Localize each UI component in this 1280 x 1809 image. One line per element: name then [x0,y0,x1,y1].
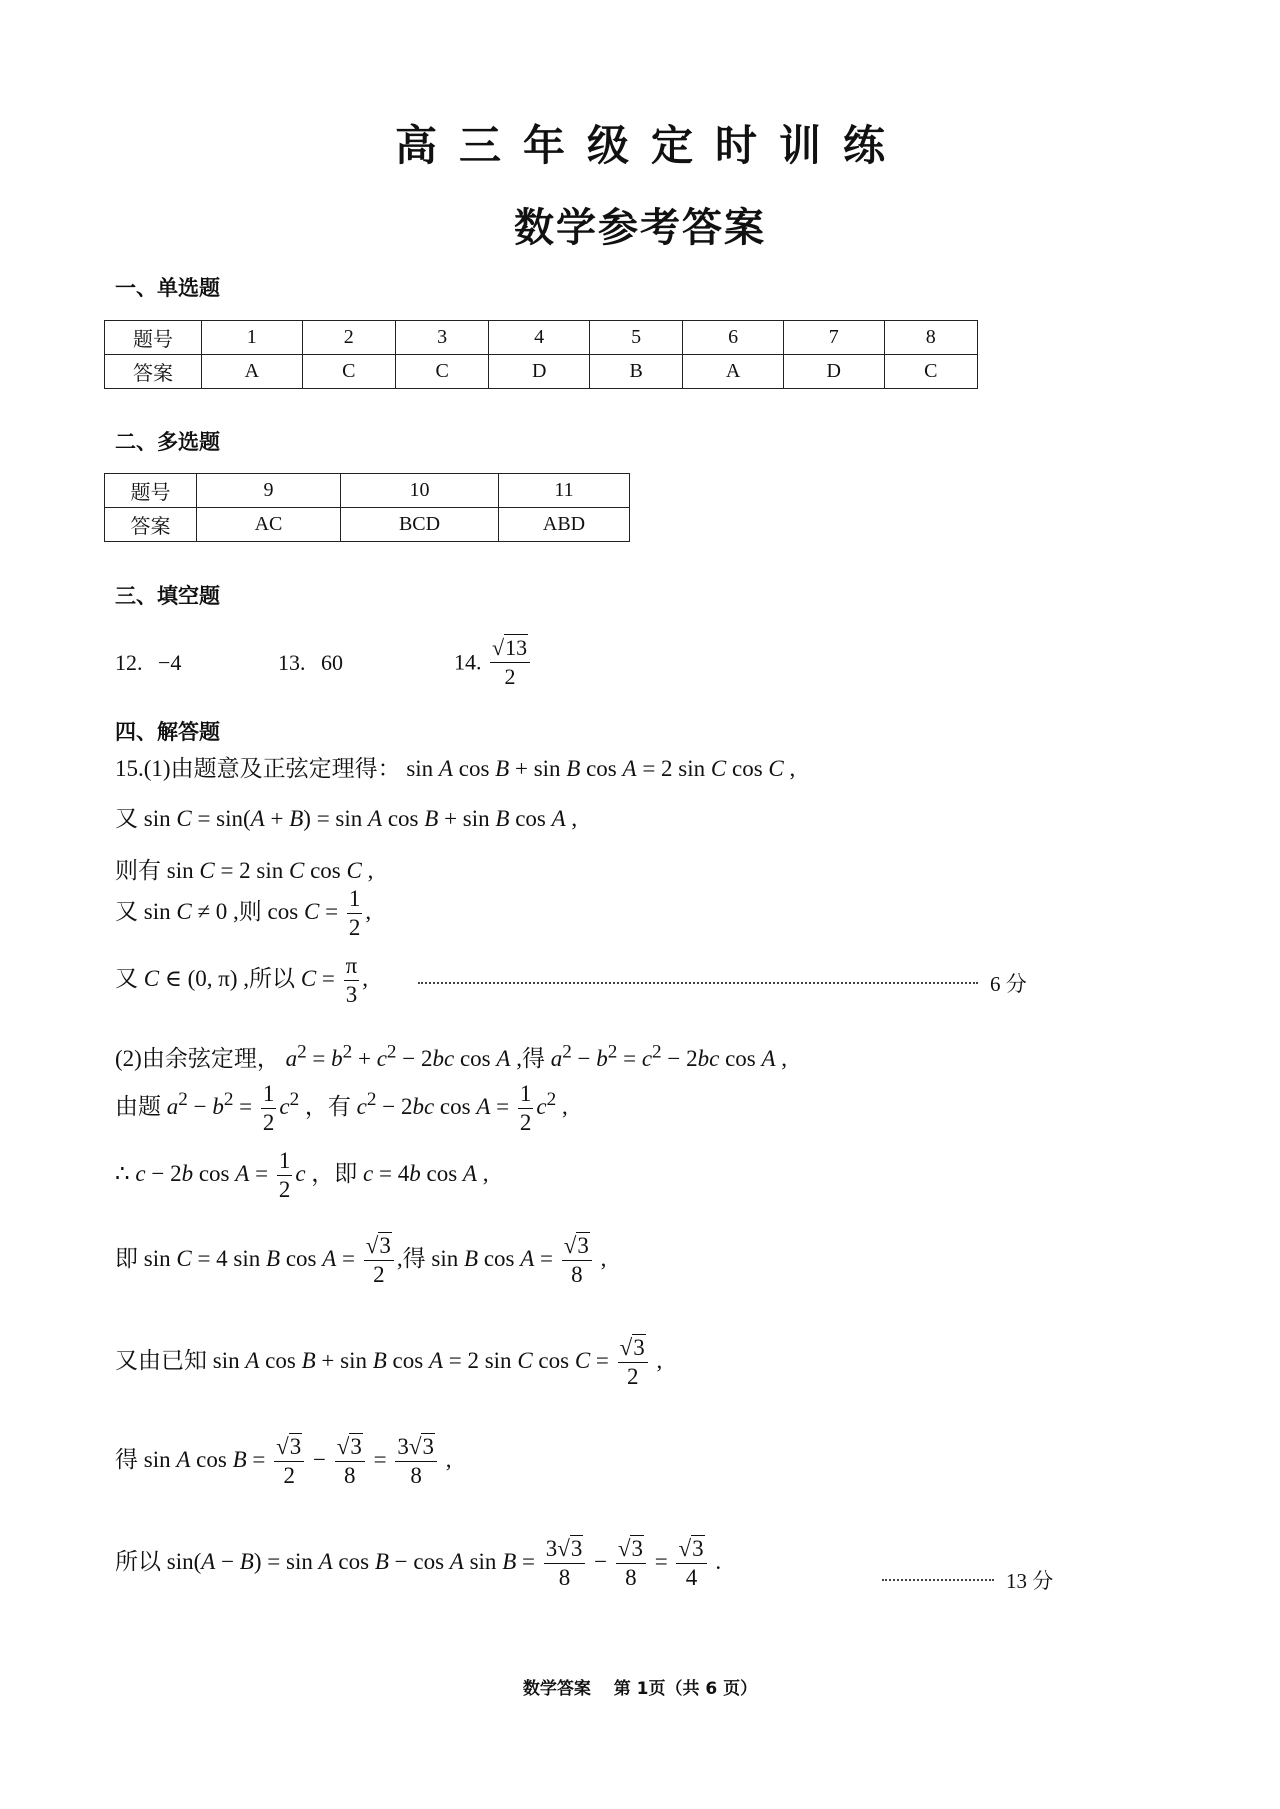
solution-line: (2)由余弦定理， $a^2 = b^2 + c^2 - 2bc$ cos A ,得 $a^2 - b^2 = c^2 - 2bc$ cos A , [115,1041,788,1071]
q13-label: 13. [278,650,306,675]
row-label: 答案 [105,508,197,542]
solution-line: 又由已知 sin A cos B + sin B cos A = 2 sin C cos C = $\frac{√3}{2}$ , [115,1335,663,1389]
solution-line: 又 C ∈ (0, π) ,所以 C = $\frac{\pi}{3}$ , [115,953,369,1007]
solution-line: 则有 sin C = 2 sin C cos C , [115,858,374,883]
row-label: 题号 [105,474,197,508]
table-cell: A [202,355,303,389]
table-cell: D [783,355,884,389]
score-6: 6 分 [990,972,1027,996]
table-cell: 7 [783,321,884,355]
table-cell: 3 [395,321,488,355]
solution-line: 所以 sin(A − B) = sin A cos B − cos A sin B = $\frac{3√3}{8}$ − $\frac{√3}{8}$ = $\frac{√3}{4}$ . [115,1536,722,1590]
table-cell: ABD [499,508,630,542]
row-label: 答案 [105,355,202,389]
dotted-leader [418,982,978,984]
q12-answer: −4 [158,650,182,675]
table-cell: B [589,355,682,389]
solution-line: 得 sin A cos B = $\frac{√3}{2}$ − $\frac{√3}{8}$ = $\frac{3√3}{8}$ , [115,1434,452,1488]
score-13: 13 分 [1006,1569,1054,1593]
table-cell: C [302,355,395,389]
table-cell: D [489,355,590,389]
table-cell: 8 [884,321,977,355]
page-subtitle: 数学参考答案 [514,205,766,250]
row-label: 题号 [105,321,202,355]
section-heading-multi-choice: 二、多选题 [115,430,220,454]
section-heading-single-choice: 一、单选题 [115,276,220,300]
q13-answer: 60 [321,650,343,675]
table-cell: AC [197,508,341,542]
table-cell: BCD [341,508,499,542]
q12-label: 12. [115,650,143,675]
solution-line: 15.(1)由题意及正弦定理得： sin A cos B + sin B cos A = 2 sin C cos C , [115,756,796,781]
table-cell: 5 [589,321,682,355]
table-row [105,355,978,389]
table-cell: A [683,355,784,389]
solution-line: 又 sin C ≠ 0 ,则 cos C = $\frac{1}{2}$ , [115,886,372,940]
table-cell: 4 [489,321,590,355]
table-cell: C [395,355,488,389]
single-choice-table [104,320,978,389]
solution-line: 又 sin C = sin(A + B) = sin A cos B + sin B cos A , [115,806,578,831]
section-heading-solutions: 四、解答题 [115,720,220,744]
table-cell: 2 [302,321,395,355]
solution-line: 由题 $a^2 - b^2$ = $\frac{1}{2}$ $c^2$ ，有 $c^2 - 2bc$ cos A = $\frac{1}{2}$ $c^2$ , [115,1081,568,1135]
table-cell: 9 [197,474,341,508]
q14-label: 14. [454,649,482,675]
page-title: 高三年级定时训练 [394,124,907,170]
table-cell: 11 [499,474,630,508]
table-row [105,508,630,542]
multi-choice-table [104,473,630,542]
table-cell: 6 [683,321,784,355]
dotted-leader [882,1579,994,1581]
q14-answer-fraction: $\frac{√13}{2}$ [490,634,530,691]
page-footer: 数学答案 第 1页（共 6 页） [522,1679,758,1699]
table-row [105,474,630,508]
table-cell: C [884,355,977,389]
section-heading-fill-blank: 三、填空题 [115,584,220,608]
table-cell: 10 [341,474,499,508]
table-row [105,321,978,355]
q14 [454,634,533,691]
q13 [278,650,343,676]
fill-blank-answers [115,650,181,676]
solution-line: ∴ c − 2b cos A = $\frac{1}{2}$ c ，即 c = 4b cos A , [115,1148,489,1202]
table-cell: 1 [202,321,303,355]
solution-line: 即 sin C = 4 sin B cos A = $\frac{√3}{2}$ ,得 sin B cos A = $\frac{√3}{8}$ , [115,1233,607,1287]
